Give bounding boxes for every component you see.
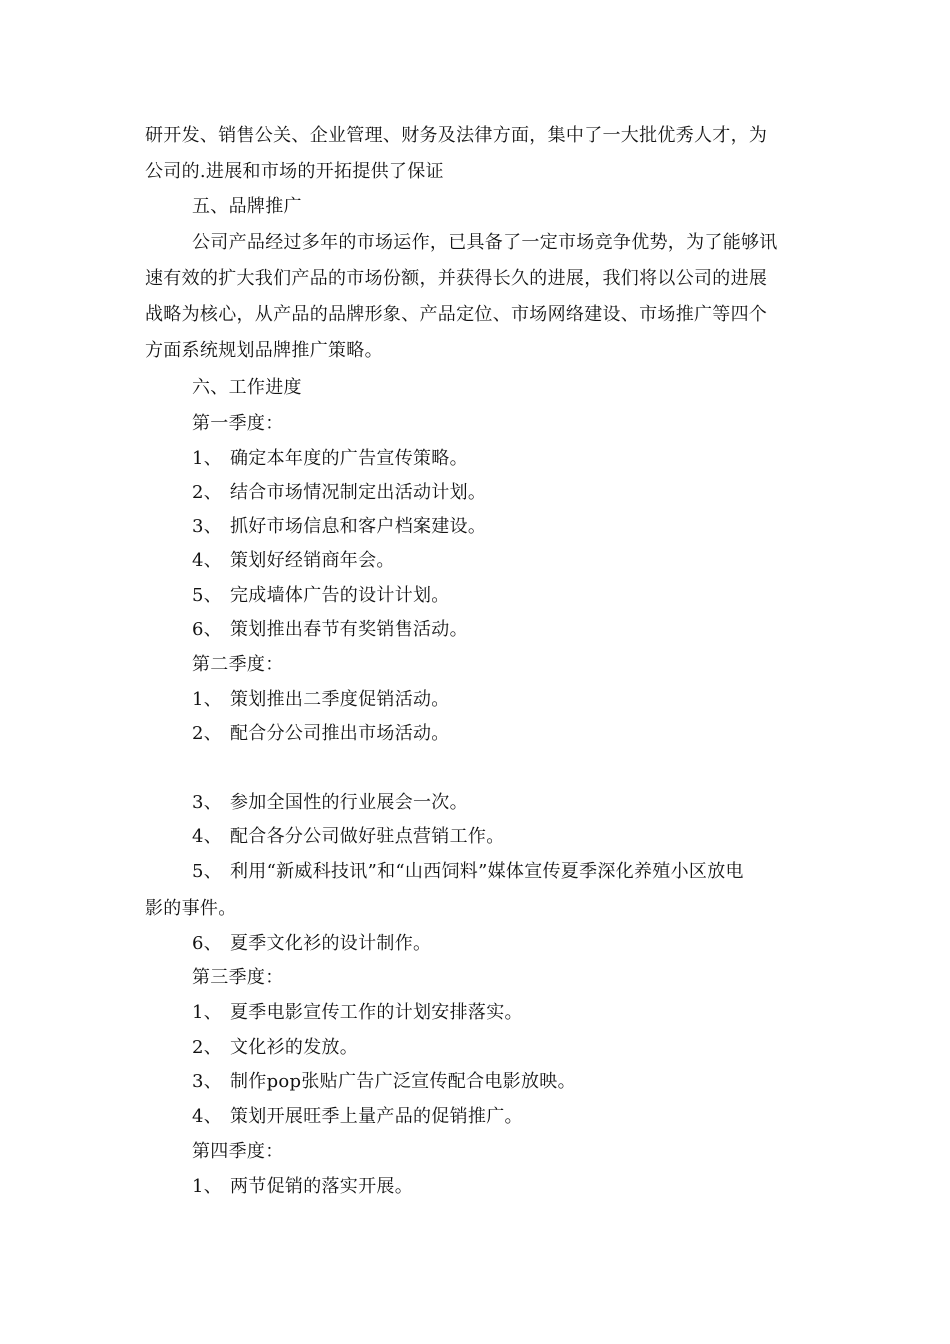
item-number: 3、 [192,1071,223,1092]
list-item [192,1070,862,1094]
item-number: 2、 [192,1037,223,1058]
item-text: 夏季电影宣传工作的计划安排落实。 [230,1002,523,1023]
item-number: 1、 [192,1176,223,1197]
list-item [192,722,862,746]
item-text: 利用“新威科技讯”和“山西饲料”媒体宣传夏季深化养殖小区放电 [230,861,744,882]
item-text: 策划好经销商年会。 [230,550,395,571]
list-item [192,860,862,884]
item-number: 5、 [192,861,223,882]
item-text: 夏季文化衫的设计制作。 [230,933,432,954]
list-item [192,549,862,573]
list-item [192,1175,862,1199]
item-text: 参加全国性的行业展会一次。 [230,792,468,813]
item-text: 策划推出二季度促销活动。 [230,689,450,710]
item-text: 配合分公司推出市场活动。 [230,723,450,744]
quarter-title-q3: 第三季度： [192,967,284,988]
item-text: 策划推出春节有奖销售活动。 [230,619,468,640]
list-item [192,515,862,539]
item-number: 2、 [192,482,223,503]
quarter-title-q2: 第二季度： [192,654,284,675]
item-number: 3、 [192,792,223,813]
list-item [192,481,862,505]
list-item [192,447,862,471]
section-heading-brand-promotion: 五、品牌推广 [192,196,302,217]
list-item [192,825,862,849]
item-text: 抓好市场信息和客户档案建设。 [230,516,487,537]
item-text: 策划开展旺季上量产品的促销推广。 [230,1106,523,1127]
item-number: 6、 [192,619,223,640]
paragraph-line: 方面系统规划品牌推广策略。 [145,340,383,361]
list-item [192,791,862,815]
item-text: 配合各分公司做好驻点营销工作。 [230,826,505,847]
paragraph-line: 速有效的扩大我们产品的市场份额，并获得长久的进展，我们将以公司的进展 [145,268,768,289]
list-item [192,688,862,712]
item-number: 1、 [192,1002,223,1023]
item-number: 4、 [192,550,223,571]
item-text: 完成墙体广告的设计计划。 [230,585,450,606]
item-text: 文化衫的发放。 [230,1037,359,1058]
list-item [192,618,862,642]
item-text: 制作pop张贴广告广泛宣传配合电影放映。 [230,1071,576,1092]
paragraph-line: 公司的.进展和市场的开拓提供了保证 [145,161,444,182]
item-text: 结合市场情况制定出活动计划。 [230,482,487,503]
quarter-title-q4: 第四季度： [192,1141,284,1162]
item-number: 3、 [192,516,223,537]
item-number: 1、 [192,689,223,710]
list-item [192,1001,862,1025]
paragraph-line: 公司产品经过多年的市场运作，已具备了一定市场竞争优势，为了能够讯 [192,232,778,253]
item-text: 两节促销的落实开展。 [230,1176,413,1197]
list-item [192,584,862,608]
item-number: 4、 [192,1106,223,1127]
item-number: 4、 [192,826,223,847]
list-item [192,1036,862,1060]
paragraph-line: 战略为核心，从产品的品牌形象、产品定位、市场网络建设、市场推广等四个 [145,304,768,325]
list-item [192,932,862,956]
section-heading-work-schedule: 六、工作进度 [192,377,302,398]
paragraph-line: 研开发、销售公关、企业管理、财务及法律方面，集中了一大批优秀人才，为 [145,125,768,146]
list-item [192,1105,862,1129]
list-item-continuation: 影的事件。 [145,898,237,919]
item-number: 2、 [192,723,223,744]
quarter-title-q1: 第一季度： [192,413,284,434]
item-number: 1、 [192,448,223,469]
item-text: 确定本年度的广告宣传策略。 [230,448,468,469]
item-number: 6、 [192,933,223,954]
item-number: 5、 [192,585,223,606]
